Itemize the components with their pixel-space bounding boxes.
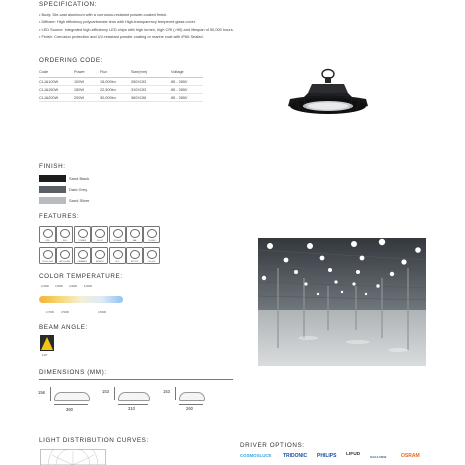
col-header: Voltage: [171, 67, 203, 78]
table-cell: 30,000lm: [100, 94, 131, 102]
feature-icon: [60, 250, 70, 259]
driver-logo: TRIDONIC: [283, 453, 308, 459]
ct-label: 2,200K: [41, 285, 50, 288]
feature-label: Ra>90: [97, 239, 103, 242]
table-cell: 150W: [74, 86, 100, 94]
finish-label: Dark Grey: [69, 187, 88, 192]
feature-badge: [39, 226, 56, 243]
dim-height: 153: [163, 389, 170, 394]
ct-label: 3,000K: [55, 285, 64, 288]
table-cell: 100W: [74, 78, 100, 86]
table-cell: 22,500lm: [100, 86, 131, 94]
col-header: Power: [74, 67, 100, 78]
spec-item: • Diffuser: High efficiency polycarbonate lens with High-transparency tempered glass cover.: [39, 19, 196, 25]
dim-line: [50, 387, 51, 401]
divider: [39, 379, 233, 380]
feature-badge: [91, 247, 108, 264]
product-photo: [282, 66, 374, 136]
table-row: [39, 94, 203, 102]
feature-icon: [43, 229, 53, 238]
finish-title: FINISH:: [39, 163, 66, 170]
table-cell: 15,000lm: [100, 78, 131, 86]
driver-logo: PHILIPS: [317, 453, 337, 459]
feature-icon: [78, 250, 88, 259]
dim-width: 260: [186, 406, 193, 411]
table-cell: 200W: [74, 94, 100, 102]
dim-line: [118, 404, 148, 405]
feature-badge: [109, 226, 126, 243]
warehouse-photo: [258, 238, 426, 366]
feature-icon: [130, 229, 140, 238]
feature-icon: [113, 229, 123, 238]
finish-swatch-grey: [39, 186, 66, 193]
ct-label: 5,000K: [84, 285, 93, 288]
lamp-drawing: [54, 392, 90, 401]
features-title: FEATURES:: [39, 213, 80, 220]
feature-badge: [109, 247, 126, 264]
lamp-drawing: [179, 392, 205, 401]
dim-height: 156: [38, 390, 45, 395]
beam-angle-label: 110°: [42, 353, 48, 357]
finish-label: Sand Black: [69, 176, 90, 181]
table-cell: CLJA150W: [39, 86, 74, 94]
feature-badge: [74, 247, 91, 264]
driver-logo: OSRAM: [401, 453, 420, 459]
dim-width: 360: [66, 407, 73, 412]
table-header-row: [39, 67, 203, 78]
feature-label: SENSOR: [95, 260, 104, 263]
feature-label: IP66: [45, 239, 50, 242]
feature-badge: [143, 247, 160, 264]
feature-badge: [39, 247, 56, 264]
driver-logo: COSMOSLUCE: [240, 453, 272, 458]
feature-label: 50,000H: [148, 239, 156, 242]
dim-width: 310: [128, 406, 135, 411]
ct-label: 2,700K: [46, 311, 55, 314]
feature-label: CE RoHS: [113, 239, 121, 242]
ordering-table: [39, 67, 203, 102]
feature-badge: [74, 226, 91, 243]
feature-icon: [78, 229, 88, 238]
table-row: [39, 78, 203, 86]
feature-label: 5 YEARS: [78, 239, 87, 242]
feature-icon: [113, 250, 123, 259]
feature-label: SAA: [132, 239, 137, 242]
ct-label: 4,000K: [69, 285, 78, 288]
spec-list: [39, 11, 369, 41]
color-temp-bottom-labels: [46, 311, 126, 316]
driver-title: DRIVER OPTIONS:: [240, 442, 305, 449]
table-cell: 85 - 265V: [171, 94, 203, 102]
dim-line: [114, 387, 115, 400]
feature-icon: [95, 229, 105, 238]
lamp-drawing: [118, 392, 150, 401]
driver-logo: SAGA NEW: [370, 455, 387, 459]
table-cell: CLJA100W: [39, 78, 74, 86]
feature-icon: [43, 250, 53, 259]
ct-label: 4,500K: [98, 311, 107, 314]
feature-label: 110-130 lm/W: [41, 260, 54, 263]
color-temp-top-labels: [41, 285, 121, 290]
feature-icon: [130, 250, 140, 259]
table-cell: 85 - 265V: [171, 86, 203, 94]
feature-icon: [60, 229, 70, 238]
finish-swatch-black: [39, 175, 66, 182]
table-cell: 360X156: [131, 94, 171, 102]
feature-icon: [147, 250, 157, 259]
light-dist-title: LIGHT DISTRIBUTION CURVES:: [39, 437, 149, 444]
color-temp-title: COLOR TEMPERATURE:: [39, 273, 123, 280]
color-temp-bar: [39, 296, 123, 303]
feature-label: IK08: [63, 239, 67, 242]
col-header: Flux: [100, 67, 131, 78]
col-header: Size(mm): [131, 67, 171, 78]
table-cell: 310X153: [131, 86, 171, 94]
feature-label: PF>0.95: [148, 260, 156, 263]
spec-item: • Body: Die-cast aluminum with a corrosion-resistant powder-coated finish.: [39, 12, 168, 17]
finish-swatch-silver: [39, 197, 66, 204]
col-header: Code: [39, 67, 74, 78]
table-row: [39, 86, 203, 94]
dim-height: 153: [102, 389, 109, 394]
feature-badge: [56, 226, 73, 243]
feature-icon: [95, 250, 105, 259]
feature-badge: [143, 226, 160, 243]
ct-label: 3,500K: [61, 311, 70, 314]
feature-badge: [126, 226, 143, 243]
dim-line: [179, 404, 203, 405]
table-cell: 260X153: [131, 78, 171, 86]
feature-label: -40°C: [114, 260, 120, 263]
feature-label: ANTI-GLARE: [59, 260, 71, 263]
light-distribution-chart: [40, 449, 106, 465]
spec-title: SPECIFICATION:: [39, 1, 97, 8]
dim-line: [54, 404, 88, 405]
spec-item: • Finish: Corrosion protection and UV-resistant powder coating or marine coat with IP66 Sealed.: [39, 34, 204, 40]
table-cell: 85 - 265V: [171, 78, 203, 86]
dim-line: [175, 387, 176, 400]
feature-badge: [56, 247, 73, 264]
beam-cone-icon: [40, 335, 54, 351]
table-cell: CLJA200W: [39, 94, 74, 102]
driver-logo: LIFUD: [346, 452, 361, 457]
feature-badge: [126, 247, 143, 264]
dimensions-title: DIMENSIONS (MM):: [39, 369, 107, 376]
finish-label: Sand Silver: [69, 198, 90, 203]
feature-icon: [147, 229, 157, 238]
beam-title: BEAM ANGLE:: [39, 324, 88, 331]
spec-item: • LED Source: Integrated high-efficiency LED chips with high lumen, high CRI (>90) and lifespan of 50,000 hours.: [39, 26, 234, 32]
feature-badge: [91, 226, 108, 243]
feature-label: MOTION: [130, 260, 139, 263]
ordering-title: ORDERING CODE:: [39, 57, 104, 64]
feature-label: DIMMABLE: [77, 260, 87, 263]
